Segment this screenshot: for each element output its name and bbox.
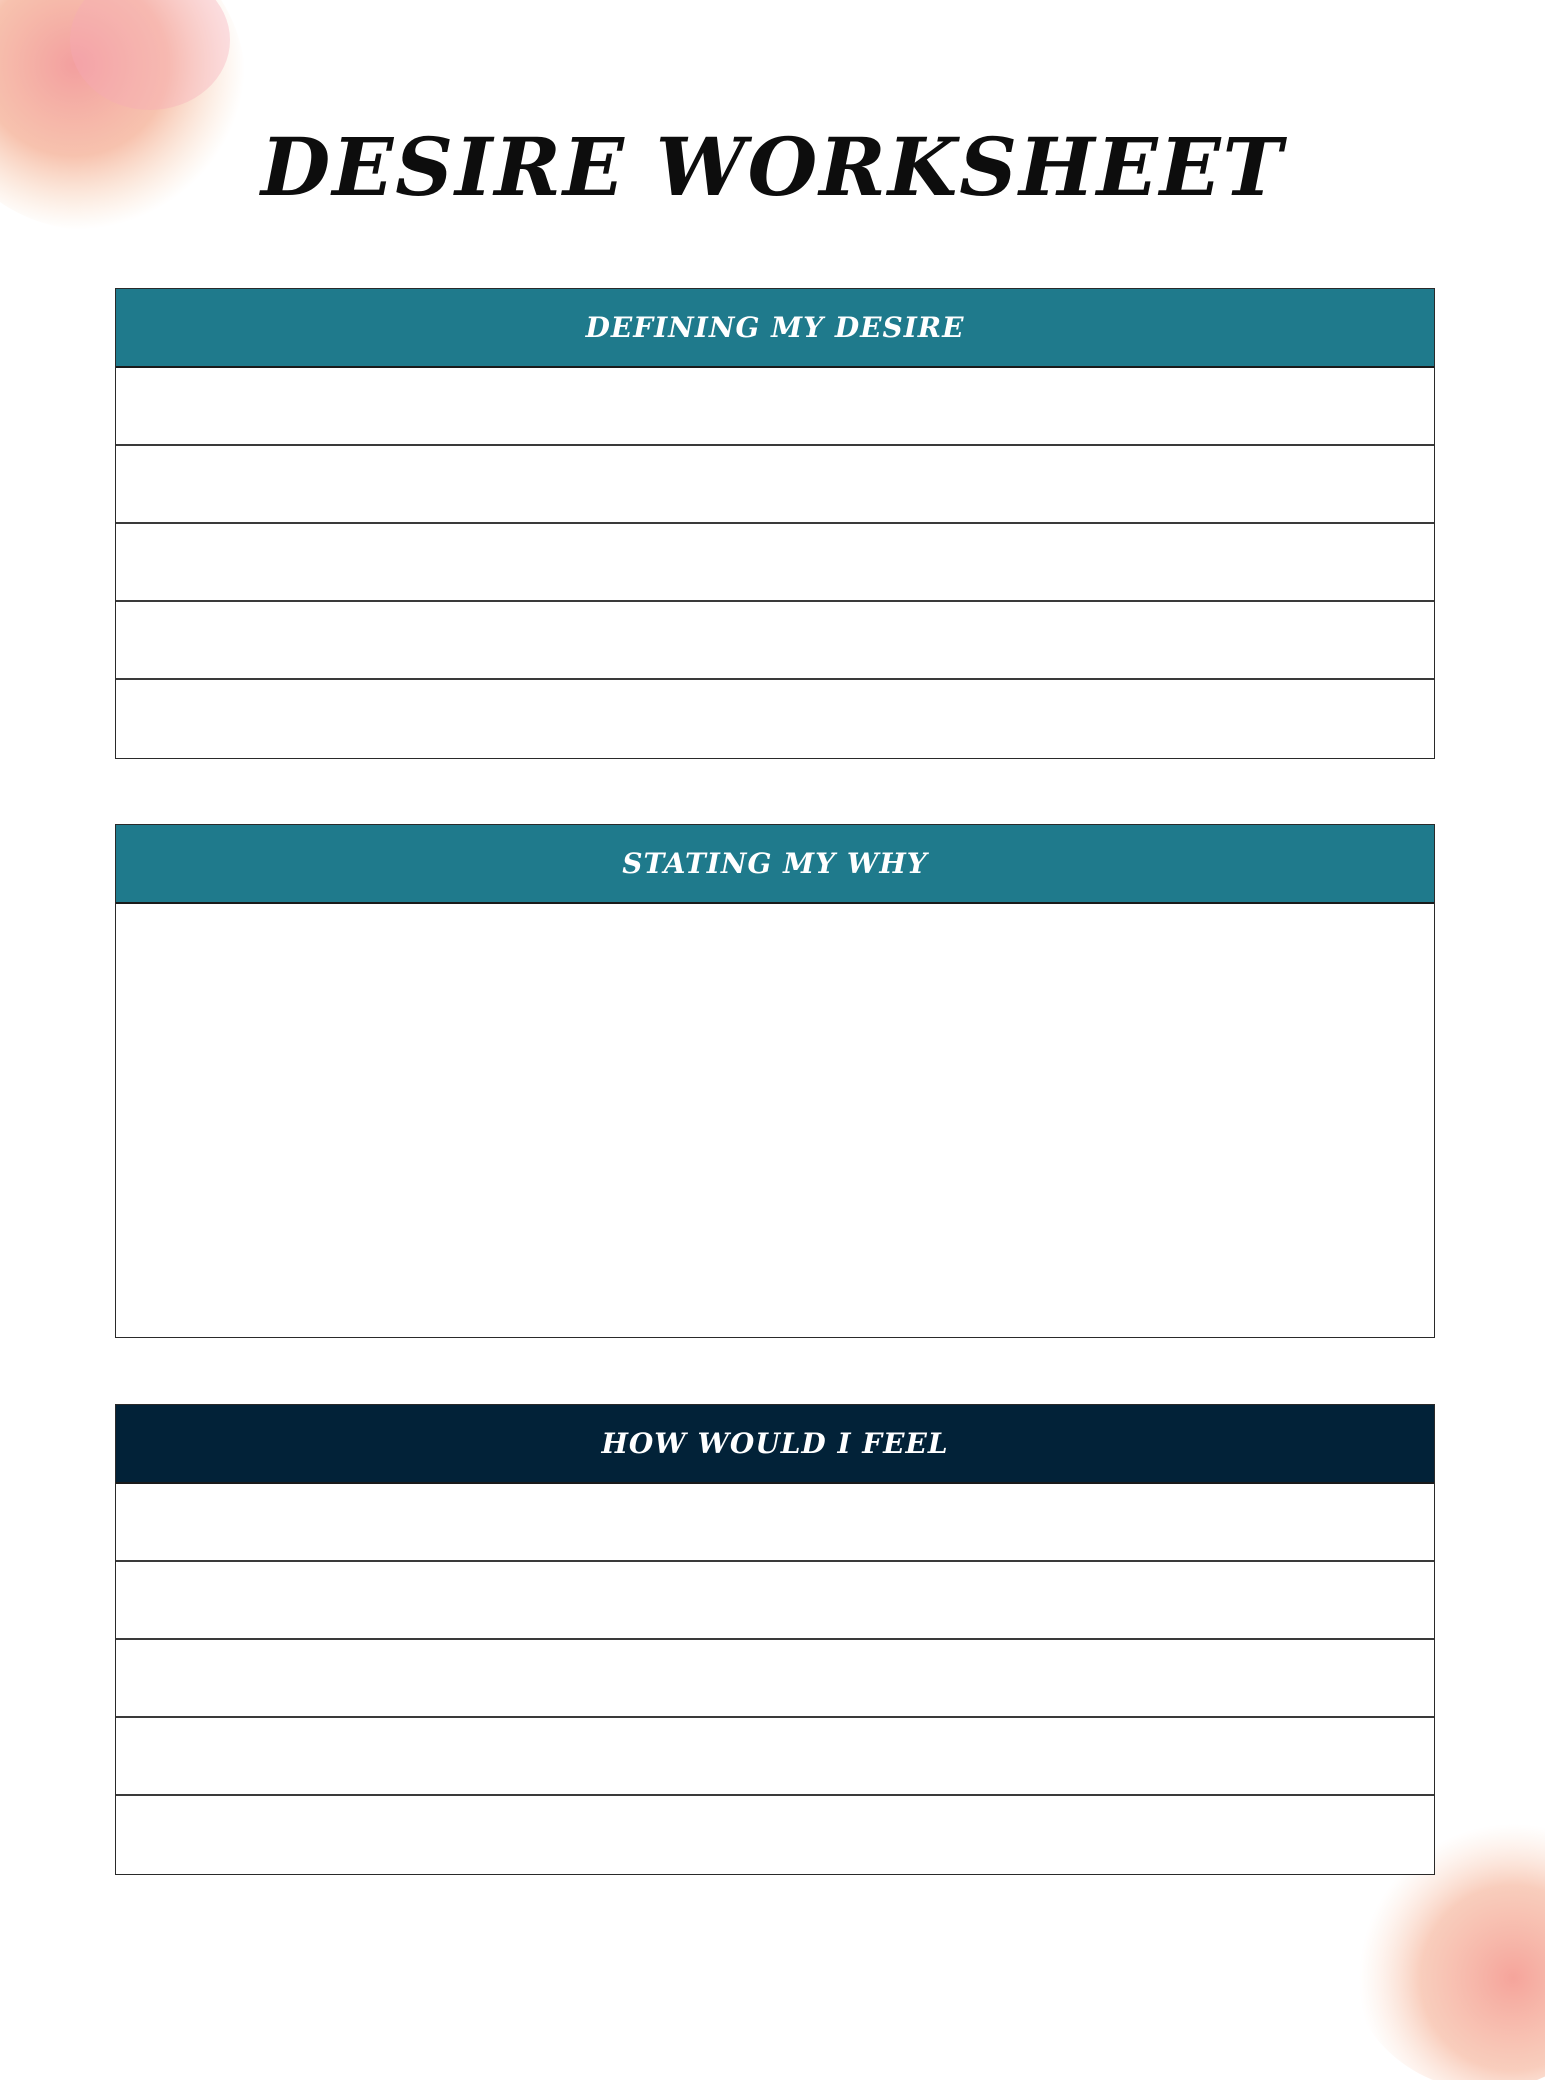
section-heading-why: STATING MY WHY [116, 825, 1434, 904]
page-title: DESIRE WORKSHEET [260, 120, 1285, 214]
section-heading-defining: DEFINING MY DESIRE [116, 289, 1434, 368]
section-stating-my-why [115, 824, 1435, 1338]
writing-line[interactable] [116, 524, 1434, 602]
section-how-would-i-feel [115, 1404, 1435, 1875]
writing-line[interactable] [116, 446, 1434, 524]
writing-box[interactable] [116, 904, 1434, 1337]
writing-line[interactable] [116, 602, 1434, 680]
writing-line[interactable] [116, 1718, 1434, 1796]
writing-line[interactable] [116, 680, 1434, 758]
writing-line[interactable] [116, 368, 1434, 446]
writing-line[interactable] [116, 1562, 1434, 1640]
section-heading-feel: HOW WOULD I FEEL [116, 1405, 1434, 1484]
section-defining-my-desire [115, 288, 1435, 759]
writing-line[interactable] [116, 1796, 1434, 1874]
writing-line[interactable] [116, 1484, 1434, 1562]
writing-line[interactable] [116, 1640, 1434, 1718]
